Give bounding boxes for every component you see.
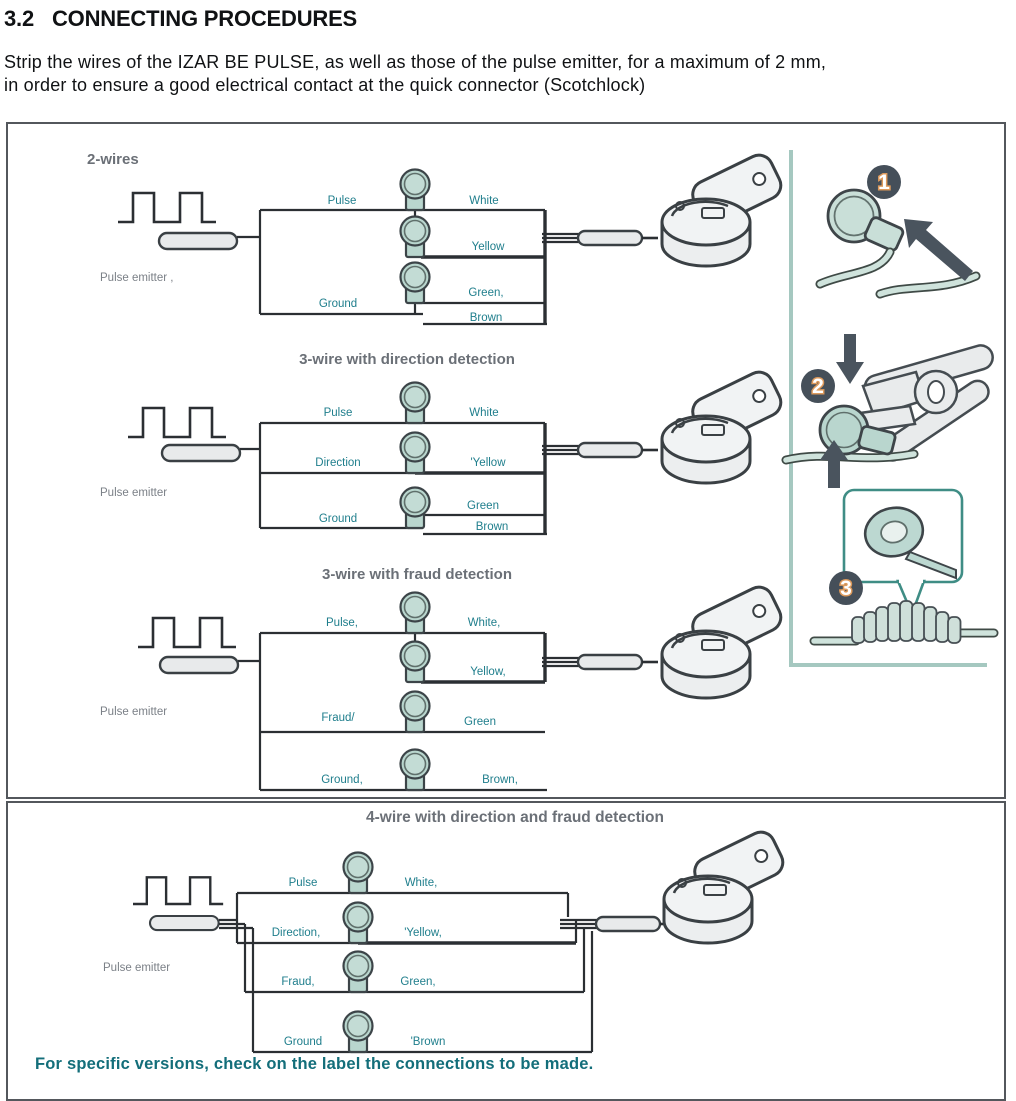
ground-label: Ground, bbox=[321, 774, 363, 786]
diagram-title: 3-wire with direction detection bbox=[299, 351, 515, 368]
pulse-label: Pulse bbox=[323, 407, 353, 419]
diagram-2-wires bbox=[87, 150, 785, 324]
wiring-diagrams-figure bbox=[8, 124, 1004, 797]
wiring-lines bbox=[219, 893, 592, 1052]
pulse-waveform-icon bbox=[128, 408, 226, 437]
ground-label: Ground bbox=[318, 298, 358, 310]
cable-sleeve bbox=[542, 231, 658, 245]
pulse-emitter-probe bbox=[150, 916, 219, 930]
diagram-4-wire bbox=[103, 809, 787, 1052]
section-title: CONNECTING PROCEDURES bbox=[51, 6, 358, 31]
scotchlock-connector bbox=[344, 853, 373, 894]
pulse-emitter-label: Pulse emitter bbox=[100, 487, 168, 499]
wiring-lines bbox=[238, 633, 547, 790]
diagram-title: 4-wire with direction and fraud detection bbox=[366, 809, 664, 826]
intro-line-2: in order to ensure a good electrical contact at the quick connector (Scotchlock) bbox=[4, 75, 646, 95]
diagram-title: 3-wire with fraud detection bbox=[321, 566, 513, 583]
yellow-wire-label: Yellow bbox=[471, 241, 505, 253]
ground-label: Ground bbox=[283, 1036, 323, 1048]
intro-paragraph bbox=[4, 51, 826, 97]
wiring-diagrams-panel bbox=[6, 122, 1006, 799]
scotchlock-connector bbox=[401, 263, 430, 304]
insert-arrow-icon bbox=[904, 219, 973, 281]
four-wire-figure bbox=[8, 803, 1004, 1086]
pulse-waveform-icon bbox=[138, 618, 236, 647]
scotchlock-connector bbox=[401, 750, 430, 791]
diagram-3-wire-fraud bbox=[100, 566, 785, 790]
yellow-wire-label: 'Yellow bbox=[470, 457, 506, 469]
specific-versions-note: For specific versions, check on the label the connections to be made. bbox=[35, 1055, 594, 1073]
pulse-emitter-probe bbox=[159, 233, 237, 249]
yellow-wire-label: 'Yellow, bbox=[404, 927, 442, 939]
scotchlock-connector bbox=[344, 903, 373, 944]
section-heading bbox=[4, 6, 357, 32]
cable-sleeve bbox=[542, 655, 658, 669]
brown-wire-label: Brown, bbox=[482, 774, 518, 786]
green-wire-label: Green, bbox=[468, 287, 504, 299]
brown-wire-label: 'Brown bbox=[410, 1036, 446, 1048]
diagram-title: 2-wires bbox=[87, 151, 139, 168]
scotchlock-connector bbox=[401, 433, 430, 474]
step-1-insert-wire bbox=[820, 165, 976, 294]
pulse-emitter-probe bbox=[160, 657, 238, 673]
return-wires bbox=[415, 423, 545, 534]
pulse-emitter-probe bbox=[162, 445, 240, 461]
wire bbox=[786, 454, 914, 460]
press-down-arrow-icon bbox=[836, 334, 864, 384]
izar-be-pulse-device bbox=[664, 827, 787, 943]
pulse-label: Pulse bbox=[288, 877, 318, 889]
step-number: 1 bbox=[878, 171, 890, 194]
cable-sleeve bbox=[542, 443, 658, 457]
connector-stub bbox=[864, 216, 905, 252]
diagram-3-wire-direction bbox=[100, 351, 785, 534]
brown-wire-label: Brown bbox=[469, 312, 503, 324]
fraud-label: Fraud/ bbox=[321, 712, 355, 724]
step-2-crimp-pliers bbox=[786, 334, 996, 488]
pulse-emitter-label: Pulse emitter bbox=[103, 962, 171, 974]
scotchlock-connector bbox=[344, 952, 373, 993]
section-number: 3.2 bbox=[4, 6, 34, 31]
pulse-waveform-icon bbox=[118, 193, 216, 222]
scotchlock-connector bbox=[401, 642, 430, 683]
green-wire-label: Green bbox=[464, 716, 496, 728]
scotchlock-connector bbox=[401, 488, 430, 529]
yellow-wire-label: Yellow, bbox=[470, 666, 506, 678]
izar-be-pulse-device bbox=[662, 367, 785, 483]
scotchlock-connector bbox=[401, 217, 430, 258]
direction-label: Direction bbox=[315, 457, 361, 469]
wiring-lines bbox=[240, 423, 547, 534]
white-wire-label: White, bbox=[404, 877, 438, 889]
izar-be-pulse-device bbox=[662, 150, 785, 266]
scotchlock-connector bbox=[401, 383, 430, 424]
callout-pointer-gap bbox=[899, 578, 923, 583]
fraud-label: Fraud, bbox=[281, 976, 315, 988]
white-wire-label: White bbox=[469, 195, 499, 207]
green-wire-label: Green, bbox=[400, 976, 436, 988]
wiring-lines bbox=[237, 210, 547, 324]
izar-be-pulse-device bbox=[662, 582, 785, 698]
step-number: 3 bbox=[840, 577, 852, 600]
pliers-pivot-hole bbox=[928, 381, 944, 403]
installation-steps-strip bbox=[786, 150, 996, 665]
scotchlock-connector bbox=[401, 593, 430, 634]
scotchlock-connector bbox=[401, 692, 430, 733]
white-wire-label: White bbox=[469, 407, 499, 419]
cable-sleeve bbox=[560, 917, 676, 931]
four-wire-panel bbox=[6, 801, 1006, 1101]
step-3-wrap-tape bbox=[814, 490, 994, 643]
direction-label: Direction, bbox=[271, 927, 321, 939]
step-number: 2 bbox=[812, 375, 824, 398]
connector-stub bbox=[858, 425, 896, 455]
pulse-waveform-icon bbox=[133, 877, 223, 904]
intro-line-1: Strip the wires of the IZAR BE PULSE, as well as those of the pulse emitter, for a maximum of 2 mm, bbox=[4, 52, 827, 72]
pulse-label: Pulse, bbox=[326, 617, 358, 629]
white-wire-label: White, bbox=[467, 617, 501, 629]
pulse-emitter-label: Pulse emitter , bbox=[100, 272, 174, 284]
pulse-label: Pulse bbox=[327, 195, 357, 207]
brown-wire-label: Brown bbox=[475, 521, 509, 533]
taped-wire-bundle bbox=[852, 601, 961, 643]
scotchlock-connector bbox=[401, 170, 430, 211]
scotchlock-connector bbox=[344, 1012, 373, 1053]
return-wires bbox=[421, 210, 545, 324]
green-wire-label: Green bbox=[467, 500, 499, 512]
pulse-emitter-label: Pulse emitter bbox=[100, 706, 168, 718]
ground-label: Ground bbox=[318, 513, 358, 525]
